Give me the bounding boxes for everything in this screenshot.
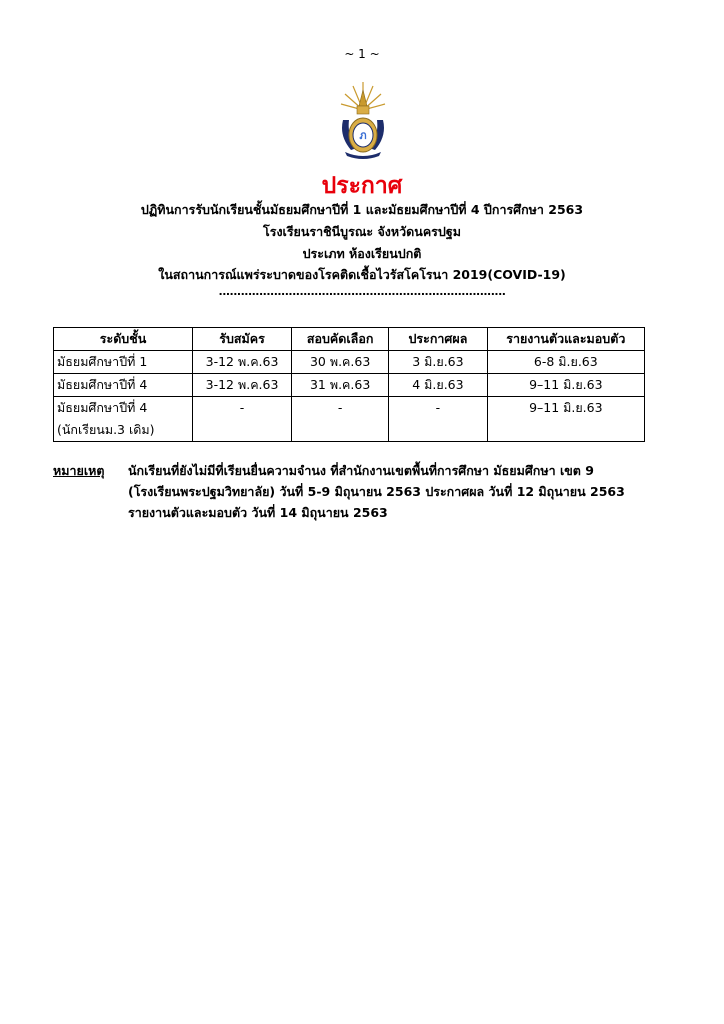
cell-report: 6-8 มิ.ย.63 <box>487 351 644 374</box>
header-exam: สอบคัดเลือก <box>292 328 389 351</box>
page-number: ~ 1 ~ <box>344 47 380 61</box>
subtitle-covid: ในสถานการณ์แพร่ระบาดของโรคติดเชื้อไวรัสโคโรนา 2019(COVID-19) <box>158 267 566 282</box>
cell-level: มัธยมศึกษาปีที่ 1 <box>54 351 193 374</box>
school-emblem-icon <box>335 80 391 162</box>
cell-exam: - <box>292 397 389 442</box>
cell-exam: 30 พ.ค.63 <box>292 351 389 374</box>
table-row <box>54 351 645 374</box>
cell-level-note: (นักเรียนม.3 เดิม) <box>57 422 155 437</box>
cell-announce: - <box>389 397 487 442</box>
cell-announce: 4 มิ.ย.63 <box>389 374 487 397</box>
subtitle-school: โรงเรียนราชินีบูรณะ จังหวัดนครปฐม <box>263 224 461 239</box>
header-announce: ประกาศผล <box>389 328 487 351</box>
table-row <box>54 374 645 397</box>
cell-announce: 3 มิ.ย.63 <box>389 351 487 374</box>
cell-report: 9–11 มิ.ย.63 <box>487 397 644 442</box>
table-row <box>54 397 645 442</box>
cell-exam: 31 พ.ค.63 <box>292 374 389 397</box>
cell-level: มัธยมศึกษาปีที่ 4 <box>54 374 193 397</box>
cell-apply: 3-12 พ.ค.63 <box>193 351 292 374</box>
note-label: หมายเหตุ <box>53 463 105 478</box>
subtitle-type: ประเภท ห้องเรียนปกติ <box>302 246 422 261</box>
svg-text:ภ: ภ <box>359 129 367 142</box>
header-apply: รับสมัคร <box>193 328 292 351</box>
table-header-row <box>54 328 645 351</box>
cell-apply: 3-12 พ.ค.63 <box>193 374 292 397</box>
note-line: (โรงเรียนพระปฐมวิทยาลัย) วันที่ 5-9 มิถุนายน 2563 ประกาศผล วันที่ 12 มิถุนายน 2563 <box>128 484 625 499</box>
cell-level-text: มัธยมศึกษาปีที่ 4 <box>57 400 148 415</box>
note-line: รายงานตัวและมอบตัว วันที่ 14 มิถุนายน 2563 <box>128 505 388 520</box>
subtitle-calendar: ปฏิทินการรับนักเรียนชั้นมัธยมศึกษาปีที่ 1 และมัธยมศึกษาปีที่ 4 ปีการศึกษา 2563 <box>140 202 584 217</box>
page-title: ประกาศ <box>321 173 403 199</box>
separator-dots: .............................................................................. <box>218 285 506 298</box>
note-line: นักเรียนที่ยังไม่มีที่เรียนยื่นความจำนง ที่สำนักงานเขตพื้นที่การศึกษา มัธยมศึกษา เขต 9 <box>128 463 594 478</box>
cell-apply: - <box>193 397 292 442</box>
schedule-table <box>53 327 645 442</box>
header-report: รายงานตัวและมอบตัว <box>487 328 644 351</box>
header-level: ระดับชั้น <box>54 328 193 351</box>
cell-report: 9–11 มิ.ย.63 <box>487 374 644 397</box>
cell-level <box>54 397 193 442</box>
